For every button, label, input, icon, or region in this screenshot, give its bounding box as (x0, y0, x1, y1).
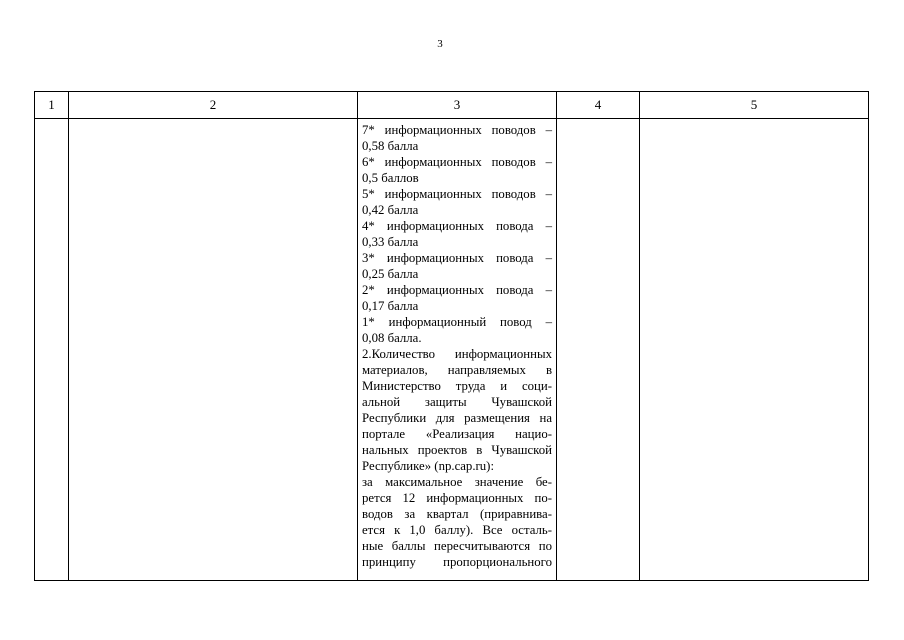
text-line: 0,17 балла (362, 299, 419, 313)
header-col-4: 4 (557, 92, 640, 119)
text-line: 7* информационных поводов – (362, 123, 552, 137)
text-line: 4* информационных повода – (362, 219, 552, 233)
cell-col-3 (358, 119, 557, 581)
text-line: альной защиты Чувашской (362, 395, 552, 409)
header-col-1: 1 (35, 92, 69, 119)
text-line: 3* информационных повода – (362, 251, 552, 265)
text-line: 0,33 балла (362, 235, 419, 249)
header-col-5: 5 (640, 92, 869, 119)
text-line: 2* информационных повода – (362, 283, 552, 297)
table-header-row (35, 92, 869, 119)
text-line: 2.Количество информационных (362, 347, 552, 361)
text-line: водов за квартал (приравнива- (362, 507, 552, 521)
text-line: 1* информационный повод – (362, 315, 552, 329)
text-line: за максимальное значение бе- (362, 475, 552, 489)
cell-col-1 (35, 119, 69, 581)
text-line: 0,08 балла. (362, 331, 422, 345)
text-line: Республике» (np.cap.ru): (362, 459, 494, 473)
text-line: 6* информационных поводов – (362, 155, 552, 169)
text-line: рется 12 информационных по- (362, 491, 552, 505)
text-line: материалов, направляемых в (362, 363, 552, 377)
text-line: 0,5 баллов (362, 171, 419, 185)
cell-col-5 (640, 119, 869, 581)
text-line: принципу пропорционального (362, 555, 552, 569)
text-line: ется к 1,0 баллу). Все осталь- (362, 523, 552, 537)
text-line: Республики для размещения на (362, 411, 552, 425)
text-line: 0,42 балла (362, 203, 419, 217)
text-line: 5* информационных поводов – (362, 187, 552, 201)
text-line: 0,25 балла (362, 267, 419, 281)
text-line: ные баллы пересчитываются по (362, 539, 552, 553)
criteria-table (34, 91, 869, 581)
cell-col-2 (69, 119, 358, 581)
page-number: 3 (437, 38, 443, 50)
header-col-3: 3 (358, 92, 557, 119)
text-line: портале «Реализация нацио- (362, 427, 552, 441)
cell-col-4 (557, 119, 640, 581)
criteria-description-text (358, 119, 556, 570)
text-line: 0,58 балла (362, 139, 419, 153)
text-line: нальных проектов в Чувашской (362, 443, 552, 457)
header-col-2: 2 (69, 92, 358, 119)
text-line: Министерство труда и соци- (362, 379, 552, 393)
table-row (35, 119, 869, 581)
